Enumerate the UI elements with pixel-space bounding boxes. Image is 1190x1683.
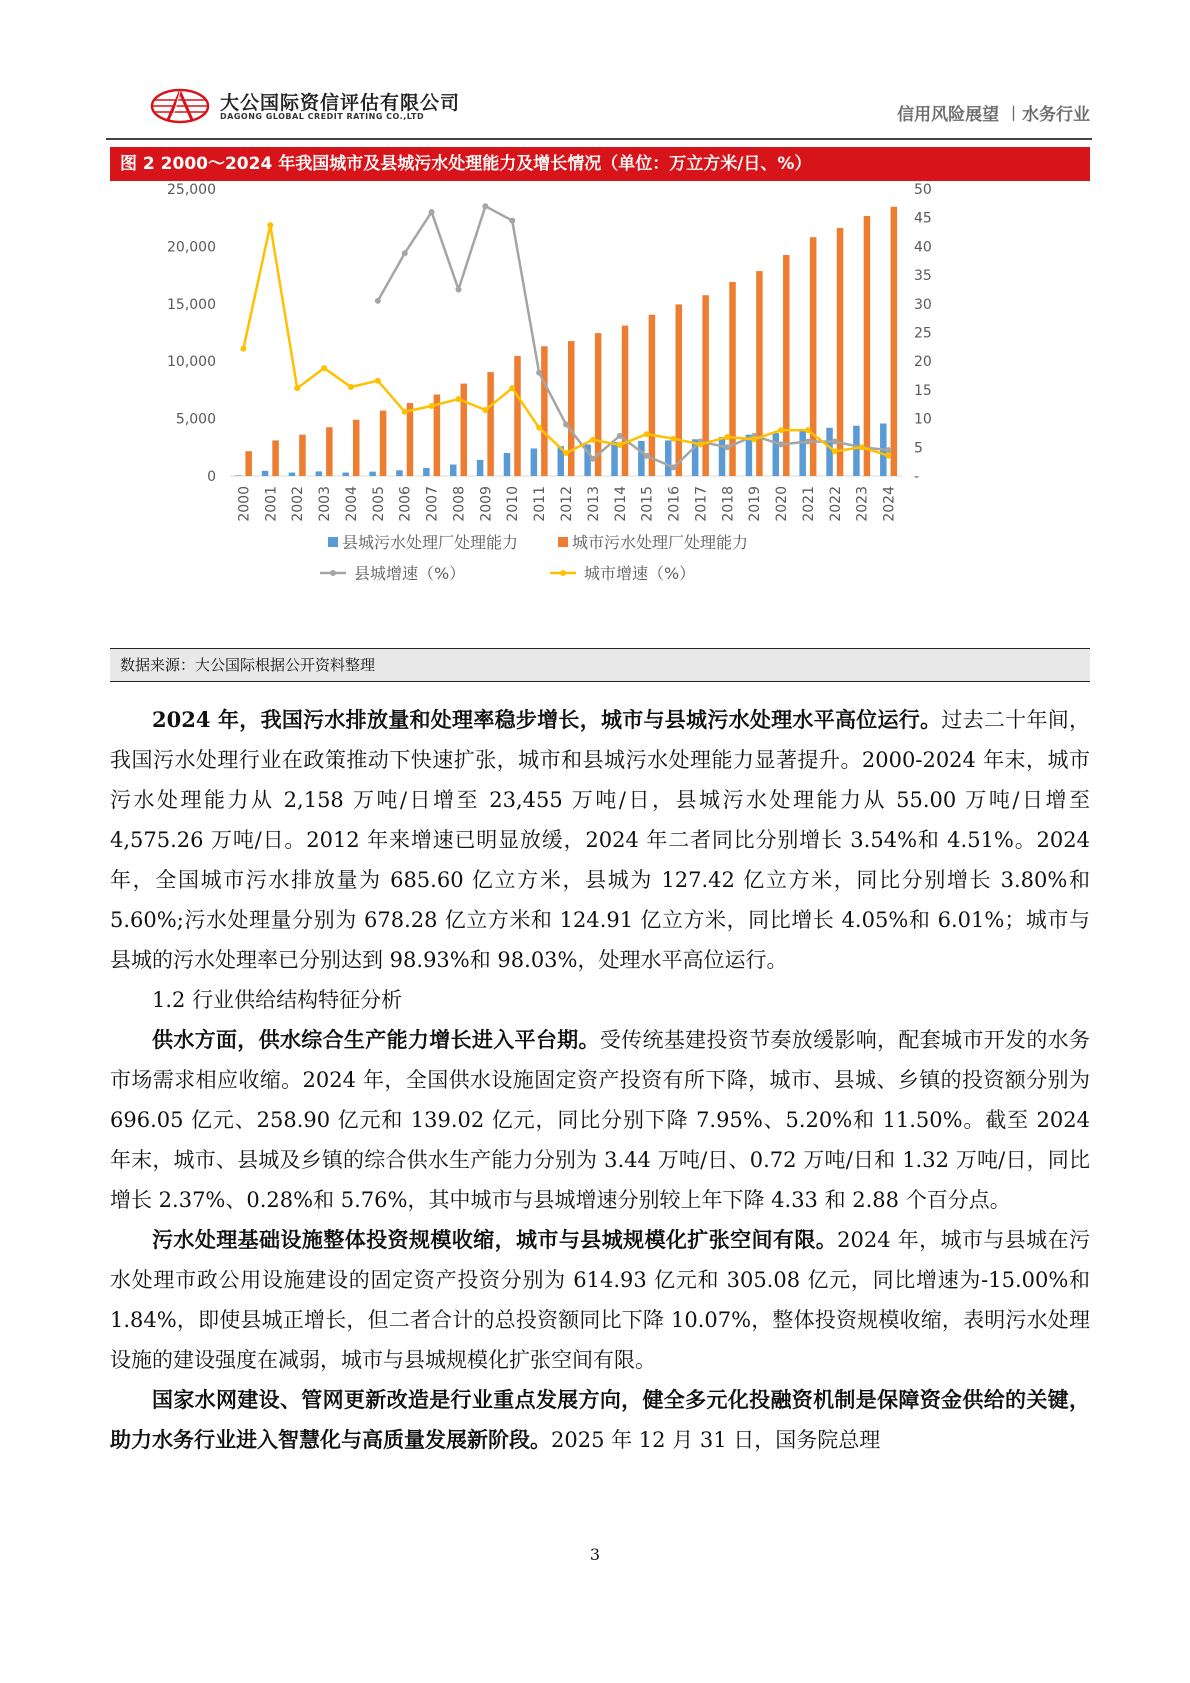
dagong-logo-icon: [150, 88, 210, 124]
point-city-growth: [536, 425, 542, 431]
y-right-tick-label: 35: [914, 268, 932, 285]
x-tick-label: 2024: [881, 486, 898, 522]
bar-county: [262, 471, 269, 476]
point-city-growth: [429, 403, 435, 409]
point-city-growth: [751, 436, 757, 442]
point-city-growth: [886, 453, 892, 459]
y-right-tick-label: 5: [914, 440, 923, 457]
paragraph-2: [110, 1020, 1090, 1220]
y-left-tick-label: 15,000: [167, 296, 216, 313]
point-city-growth: [590, 437, 596, 443]
x-tick-label: 2006: [397, 486, 414, 522]
x-tick-label: 2012: [559, 486, 575, 522]
bar-city: [487, 372, 494, 476]
x-tick-label: 2000: [236, 486, 253, 522]
point-city-growth: [832, 448, 838, 454]
bar-county: [853, 426, 860, 476]
legend-swatch: [328, 537, 338, 547]
y-left-tick-label: 10,000: [167, 354, 216, 371]
x-tick-label: 2019: [747, 486, 764, 522]
legend-label: 县城增速（%）: [354, 564, 466, 583]
bar-city: [891, 207, 898, 476]
page-header: [150, 84, 1090, 140]
paragraph-2-body: 受传统基建投资节奏放缓影响，配套城市开发的水务市场需求相应收缩。2024 年，全国供水设施固定资产投资有所下降，城市、县城、乡镇的投资额分别为 696.05 亿元、258.90 亿元和 139.02 亿元，同比分别下降 7.95%、5.20%和 11.50%。截至 2024 年末，城市、县城及乡镇的综合供水生产能力分别为 3.44 万吨/日、0.72 万吨/日和 1.32 万吨/日，同比增长 2.37%、0.28%和 5.76%，其中城市与县城增速分别较上年下降 4.33 和 2.88 个百分点。: [110, 1028, 1091, 1212]
bar-city: [245, 451, 252, 476]
point-city-growth: [482, 407, 488, 413]
wastewater-capacity-chart: [110, 183, 1090, 643]
bar-city: [649, 315, 656, 476]
bar-county: [342, 473, 349, 476]
point-county-growth: [429, 209, 435, 215]
figure-title: 图 2 2000～2024 年我国城市及县城污水处理能力及增长情况（单位：万立方米/日、%）: [110, 147, 1090, 181]
x-tick-label: 2023: [854, 486, 871, 522]
bar-city: [702, 295, 709, 476]
x-tick-label: 2001: [263, 486, 280, 522]
y-right-tick-label: 40: [914, 239, 932, 256]
x-tick-label: 2010: [505, 486, 522, 522]
point-city-growth: [697, 441, 703, 447]
bar-city: [568, 341, 575, 476]
point-county-growth: [805, 439, 811, 445]
legend-swatch-marker: [560, 570, 566, 576]
bar-county: [450, 465, 457, 476]
x-tick-label: 2016: [666, 486, 683, 522]
x-tick-label: 2013: [585, 486, 602, 522]
point-county-growth: [402, 250, 408, 256]
bar-city: [622, 326, 629, 476]
x-tick-label: 2021: [800, 486, 817, 522]
bar-city: [541, 346, 548, 476]
y-left-tick-label: 20,000: [167, 239, 216, 256]
bar-county: [531, 448, 538, 476]
paragraph-3-body: 2024 年，城市与县城在污水处理市政公用设施建设的固定资产投资分别为 614.93 亿元和 305.08 亿元，同比增速为-15.00%和 1.84%，即使县城正增长，但二者合计的总投资额同比下降 10.07%，整体投资规模收缩，表明污水处理设施的建设强度在减弱，城市与县城规模化扩张空间有限。: [110, 1228, 1090, 1372]
point-county-growth: [724, 444, 730, 450]
bar-city: [353, 420, 360, 476]
bar-city: [380, 411, 387, 476]
legend-swatch: [558, 537, 568, 547]
section-heading: 1.2 行业供给结构特征分析: [152, 988, 403, 1012]
company-name-en: DAGONG GLOBAL CREDIT RATING CO.,LTD: [220, 112, 425, 121]
paragraph-4: [110, 1380, 1090, 1460]
y-left-tick-label: 5,000: [175, 411, 216, 428]
bar-county: [611, 442, 618, 476]
y-right-tick-label: 15: [914, 382, 932, 399]
point-county-growth: [375, 298, 381, 304]
point-city-growth: [805, 427, 811, 433]
paragraph-3: [110, 1220, 1090, 1380]
bar-county: [369, 472, 376, 476]
x-tick-label: 2011: [532, 486, 549, 522]
point-city-growth: [348, 384, 354, 390]
bar-city: [864, 216, 871, 476]
point-county-growth: [455, 286, 461, 292]
point-county-growth: [563, 421, 569, 427]
y-left-tick-label: 25,000: [167, 183, 216, 198]
y-right-tick-label: 25: [914, 325, 932, 342]
legend-label: 县城污水处理厂处理能力: [342, 533, 519, 552]
point-county-growth: [509, 218, 515, 224]
bar-county: [799, 431, 806, 476]
figure-source: 数据来源：大公国际根据公开资料整理: [110, 648, 1090, 682]
paragraph-1-body: 过去二十年间，我国污水处理行业在政策推动下快速扩张，城市和县城污水处理能力显著提升。2000-2024 年末，城市污水处理能力从 2,158 万吨/日增至 23,455 万吨/日，县城污水处理能力从 55.00 万吨/日增至 4,575.26 万吨/日。2012 年来增速已明显放缓，2024 年二者同比分别增长 3.54%和 4.51%。2024 年，全国城市污水排放量为 685.60 亿立方米，县城为 127.42 亿立方米，同比分别增长 3.80%和 5.60%;污水处理量分别为 678.28 亿立方米和 124.91 亿立方米，同比增长 4.05%和 6.01%；城市与县城的污水处理率已分别达到 98.93%和 98.03%，处理水平高位运行。: [110, 708, 1091, 972]
y-left-tick-label: 0: [207, 469, 216, 485]
point-county-growth: [778, 441, 784, 447]
paragraph-1-lead: 2024 年，我国污水排放量和处理率稳步增长，城市与县城污水处理水平高位运行。: [152, 707, 942, 732]
bar-city: [756, 271, 763, 476]
bar-county: [504, 453, 511, 476]
y-right-tick-label: 50: [914, 183, 932, 198]
bar-city: [407, 403, 414, 476]
point-city-growth: [671, 436, 677, 442]
paragraph-1: [110, 700, 1090, 980]
bar-county: [289, 473, 296, 476]
body-text: [110, 700, 1090, 1460]
x-tick-label: 2008: [451, 486, 468, 522]
bar-county: [316, 471, 323, 476]
bar-city: [676, 304, 683, 476]
point-city-growth: [509, 385, 515, 391]
line-city-growth: [243, 225, 888, 456]
point-city-growth: [859, 444, 865, 450]
x-tick-label: 2015: [639, 486, 656, 522]
bar-county: [746, 435, 753, 476]
x-tick-label: 2018: [720, 486, 737, 522]
paragraph-4-lead: 国家水网建设、管网更新改造是行业重点发展方向，健全多元化投融资机制是保障资金供给的关键，助力水务行业进入智慧化与高质量发展新阶段。: [110, 1387, 1090, 1452]
bar-county: [396, 470, 403, 476]
x-tick-label: 2004: [343, 486, 360, 522]
point-city-growth: [724, 434, 730, 440]
point-county-growth: [590, 456, 596, 462]
point-city-growth: [563, 450, 569, 456]
point-city-growth: [321, 365, 327, 371]
point-city-growth: [267, 222, 273, 228]
point-city-growth: [375, 378, 381, 384]
point-county-growth: [617, 433, 623, 439]
bar-city: [326, 427, 333, 476]
bar-county: [665, 440, 672, 476]
bar-city: [272, 440, 279, 476]
point-city-growth: [294, 385, 300, 391]
header-divider: [106, 138, 1092, 140]
paragraph-3-lead: 污水处理基础设施整体投资规模收缩，城市与县城规模化扩张空间有限。: [152, 1227, 838, 1252]
bar-city: [460, 384, 467, 476]
bar-county: [773, 433, 780, 476]
point-city-growth: [402, 409, 408, 415]
bar-county: [423, 468, 430, 476]
bar-county: [719, 437, 726, 476]
chart-container: [110, 183, 1090, 643]
y-right-tick-label: 30: [914, 296, 932, 313]
x-tick-label: 2005: [370, 486, 387, 522]
company-name-cn: 大公国际资信评估有限公司: [220, 92, 461, 114]
page-number: 3: [589, 1545, 601, 1564]
report-section-label: 信用风险展望 ︱水务行业: [897, 105, 1090, 125]
x-tick-label: 2017: [693, 486, 710, 522]
point-city-growth: [240, 346, 246, 352]
point-county-growth: [832, 439, 838, 445]
bar-county: [477, 460, 484, 476]
paragraph-2-lead: 供水方面，供水综合生产能力增长进入平台期。: [152, 1027, 600, 1052]
bar-county: [638, 441, 645, 476]
point-county-growth: [671, 464, 677, 470]
x-tick-label: 2014: [612, 486, 629, 522]
point-city-growth: [455, 396, 461, 402]
legend-swatch-marker: [330, 570, 336, 576]
legend-label: 城市污水处理厂处理能力: [572, 533, 749, 552]
y-right-tick-label: 45: [914, 210, 932, 227]
point-city-growth: [617, 442, 623, 448]
y-right-tick-label: 10: [914, 411, 932, 428]
x-tick-label: 2003: [317, 486, 334, 522]
bar-city: [837, 228, 844, 476]
x-tick-label: 2020: [774, 486, 791, 522]
point-county-growth: [886, 447, 892, 453]
y-right-tick-label: -: [914, 469, 920, 485]
bar-city: [434, 394, 441, 476]
paragraph-4-body: 2025 年 12 月 31 日，国务院总理: [551, 1428, 881, 1452]
bar-city: [299, 435, 306, 476]
legend-label: 城市增速（%）: [584, 564, 696, 583]
y-right-tick-label: 20: [914, 354, 932, 371]
x-tick-label: 2002: [290, 486, 307, 522]
x-tick-label: 2007: [424, 486, 441, 522]
bar-county: [235, 475, 242, 476]
point-county-growth: [482, 203, 488, 209]
point-county-growth: [536, 370, 542, 376]
x-tick-label: 2009: [478, 486, 495, 522]
x-tick-label: 2022: [827, 486, 844, 522]
bar-city: [810, 237, 817, 476]
point-city-growth: [644, 431, 650, 437]
point-county-growth: [644, 453, 650, 459]
bar-county: [826, 428, 833, 476]
bar-city: [514, 356, 521, 476]
point-city-growth: [778, 427, 784, 433]
